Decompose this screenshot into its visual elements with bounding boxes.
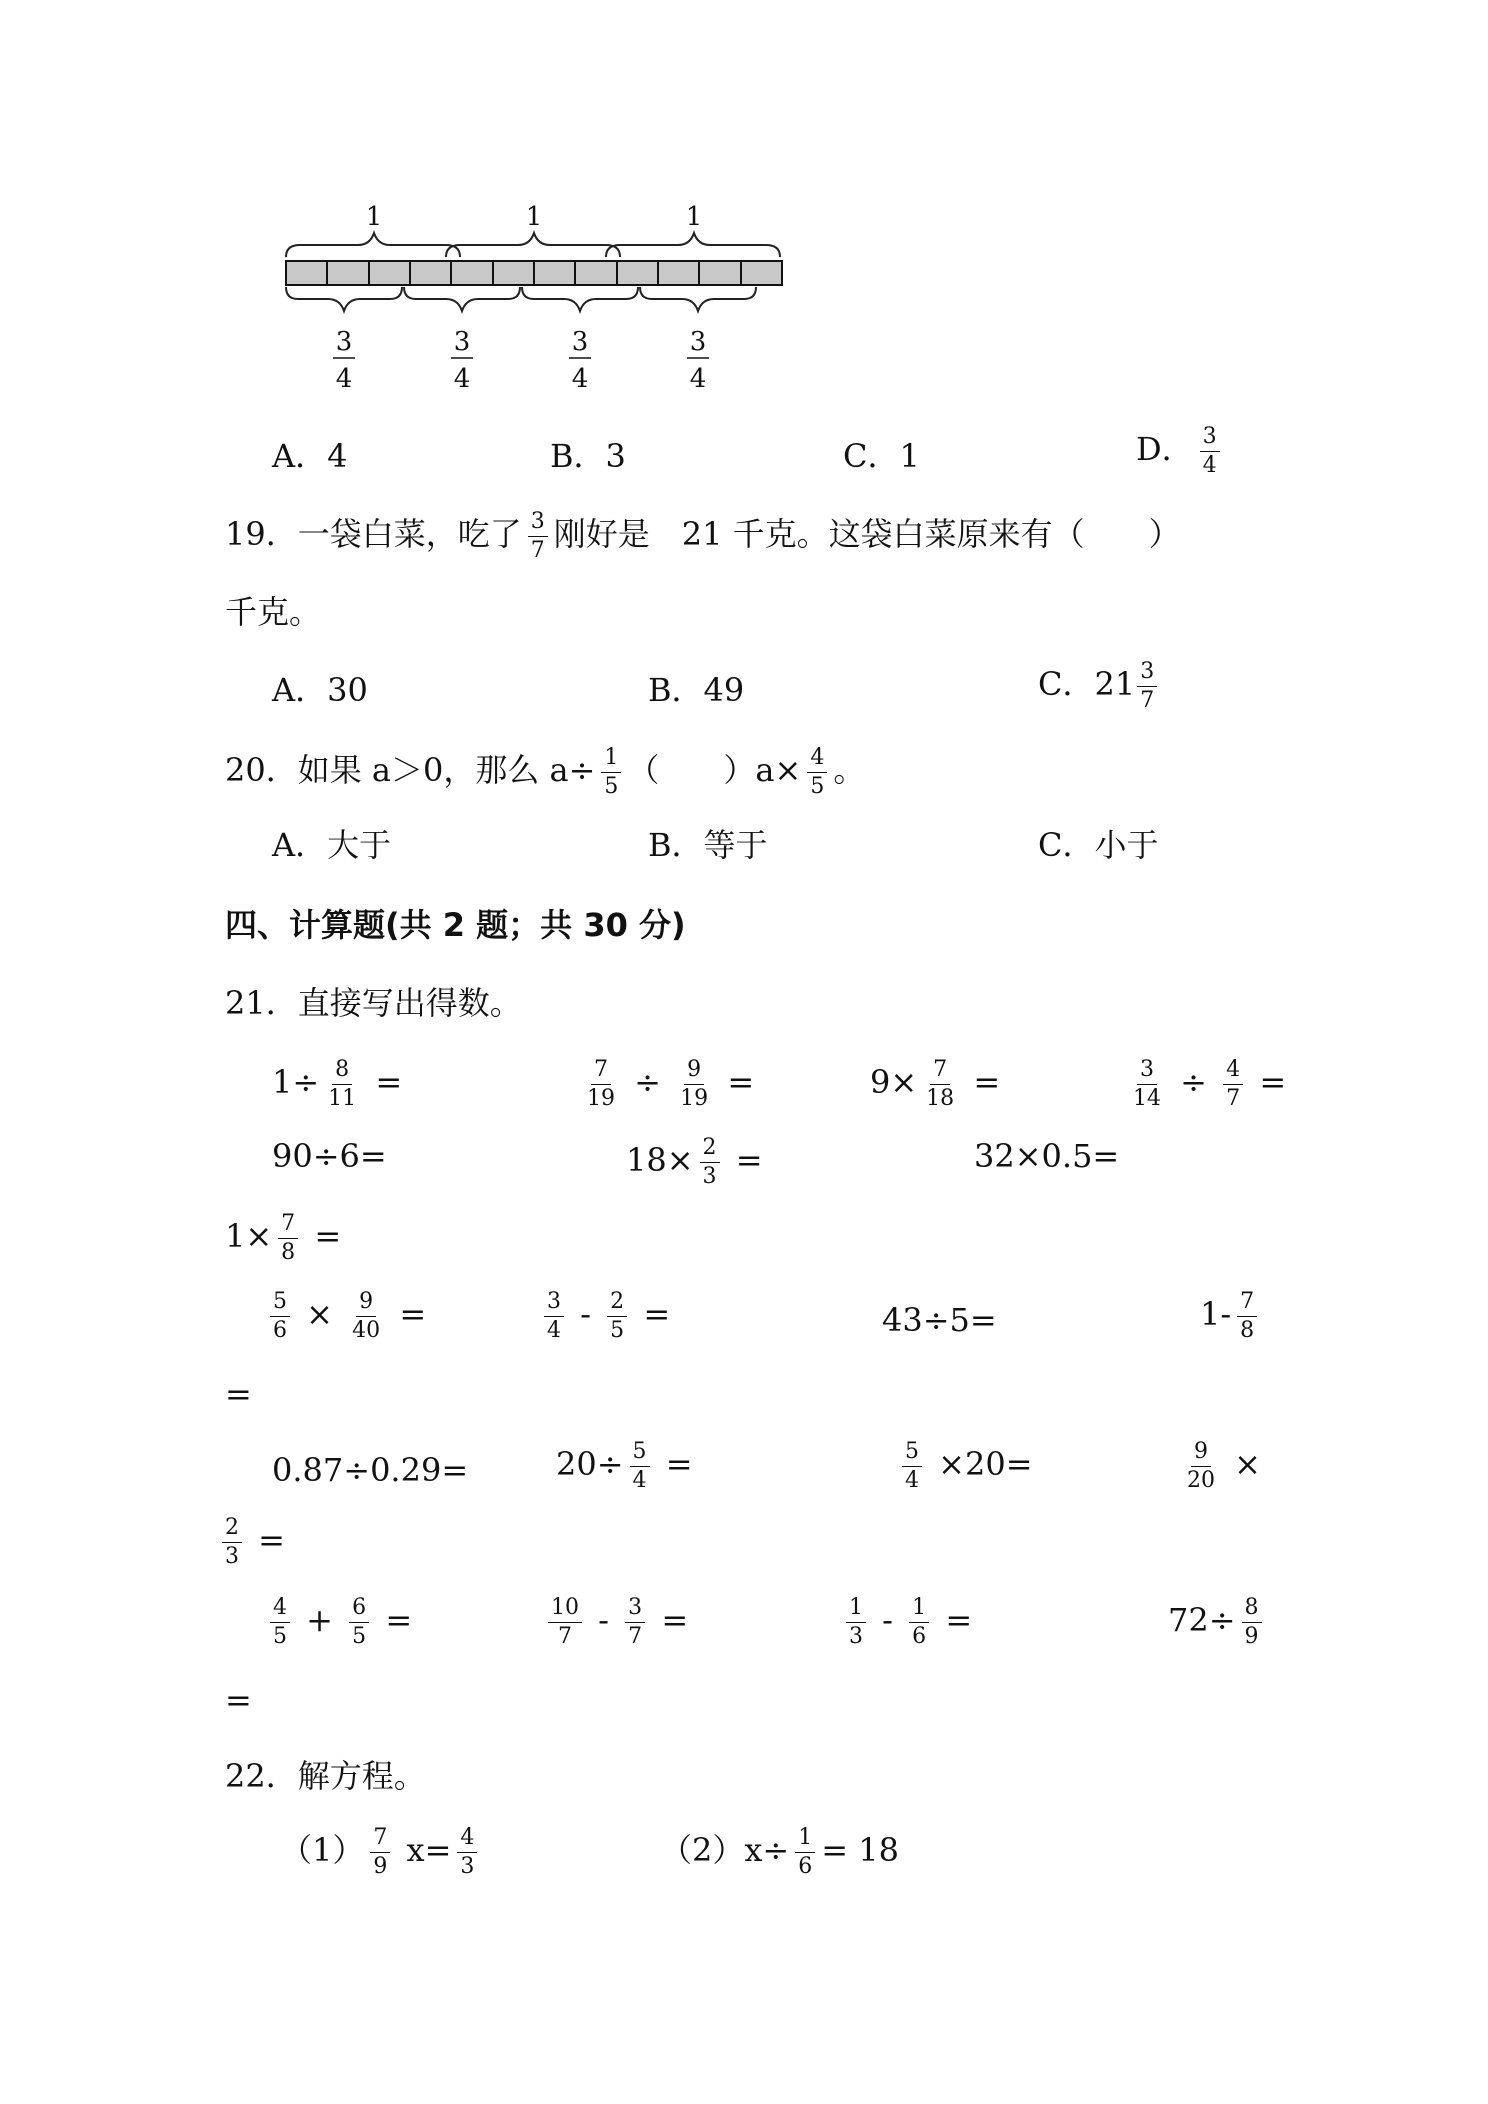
option-c: C．1: [843, 437, 920, 475]
calc-item: 9× $\frac{7}{18}$ =: [870, 1057, 1001, 1111]
diagram-bottom-den: 4: [335, 364, 353, 394]
calc-item: 90÷6=: [272, 1137, 387, 1175]
option-c: C．小于: [1038, 826, 1159, 864]
diagram-bottom-num: 3: [571, 327, 589, 357]
diagram-bottom-den: 4: [453, 364, 471, 394]
calc-item: $\frac{2}{3}$ =: [216, 1516, 285, 1569]
calc-item: 1÷ $\frac{8}{11}$ =: [272, 1057, 403, 1111]
option-b: B．等于: [648, 826, 768, 864]
option-b: B．3: [550, 437, 626, 475]
calc-item: $\frac{10}{7}$ - $\frac{3}{7}$ =: [542, 1596, 688, 1649]
calc-item: 32×0.5=: [974, 1137, 1120, 1175]
diagram-top-label: 1: [685, 202, 703, 232]
calc-equals: =: [225, 1375, 252, 1413]
diagram-bottom-num: 3: [453, 327, 471, 357]
calc-item: $\frac{7}{19}$ ÷ $\frac{9}{19}$ =: [587, 1057, 755, 1111]
calc-item: 43÷5=: [882, 1301, 997, 1339]
calc-item: 72÷ $\frac{8}{9}$: [1168, 1596, 1268, 1649]
calc-item: $\frac{1}{3}$ - $\frac{1}{6}$ =: [840, 1596, 972, 1649]
option-a: A．大于: [272, 826, 392, 864]
calc-item: $\frac{3}{14}$ ÷ $\frac{4}{7}$ =: [1133, 1057, 1287, 1111]
question-19-cont: 千克。: [225, 593, 322, 631]
section-heading: 四、计算题(共 2 题；共 30 分): [225, 906, 686, 944]
diagram-top-label: 1: [365, 202, 383, 232]
calc-item: 1- $\frac{7}{8}$: [1200, 1290, 1263, 1343]
calc-item: $\frac{3}{4}$ - $\frac{2}{5}$ =: [538, 1290, 670, 1343]
calc-item: $\frac{4}{5}$ + $\frac{6}{5}$ =: [264, 1596, 412, 1649]
diagram-bottom-num: 3: [689, 327, 707, 357]
option-d: D． $\frac{3}{4}$: [1136, 425, 1226, 478]
option-a: A．4: [272, 437, 348, 475]
question-20: 20．如果 a＞0，那么 a÷ $\frac{1}{5}$ （ ）a× $\frac{4}{5}$ 。: [225, 745, 866, 799]
calc-equals: =: [225, 1681, 252, 1719]
equation-1: （1） $\frac{7}{9}$ x= $\frac{4}{3}$: [280, 1826, 483, 1879]
option-a: A．30: [272, 671, 368, 709]
equation-2: （2）x÷ $\frac{1}{6}$ = 18: [660, 1825, 899, 1879]
question-19: 19．一袋白菜，吃了 $\frac{3}{7}$ 刚好是 21 千克。这袋白菜原来有（ ）: [225, 509, 1181, 563]
diagram-top-label: 1: [525, 202, 543, 232]
calc-item: 0.87÷0.29=: [272, 1451, 469, 1489]
calc-item: 18× $\frac{2}{3}$ =: [626, 1135, 763, 1189]
calc-item: $\frac{5}{6}$ × $\frac{9}{40}$ =: [264, 1290, 426, 1343]
diagram-bottom-den: 4: [689, 364, 707, 394]
calc-item: $\frac{5}{4}$ ×20=: [896, 1440, 1033, 1493]
diagram-bottom-den: 4: [571, 364, 589, 394]
option-b: B．49: [648, 671, 745, 709]
diagram-bottom-num: 3: [335, 327, 353, 357]
question-21: 21．直接写出得数。: [225, 984, 522, 1022]
calc-item: 20÷ $\frac{5}{4}$ =: [556, 1439, 693, 1493]
fraction-bar-diagram: [270, 195, 790, 405]
question-22: 22．解方程。: [225, 1757, 426, 1795]
calc-item: 1× $\frac{7}{8}$ =: [225, 1211, 342, 1265]
option-c: C．21 $\frac{3}{7}$: [1038, 660, 1163, 713]
calc-item: $\frac{9}{20}$ ×: [1187, 1439, 1261, 1493]
